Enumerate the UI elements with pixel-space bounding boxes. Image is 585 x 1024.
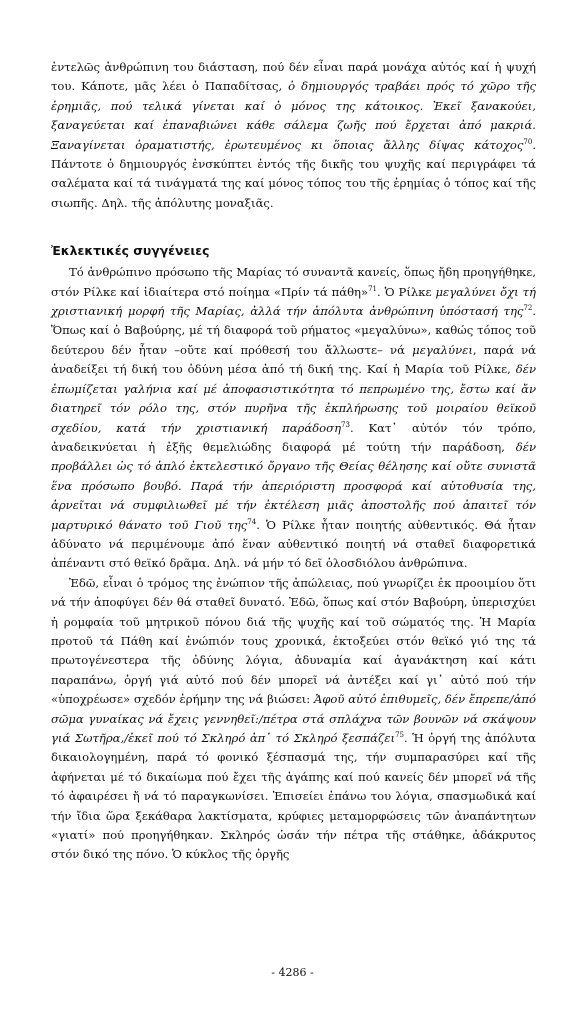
text-run: . Ὁ Ρίλκε [377,284,436,299]
body-text-section [51,263,536,865]
text-run: , παρά νά ἀναδείξει τή δική του ὀδύνη μέσα ἀπό τή δική της. Καί ἡ Μαρία τοῦ Ρίλκε, [51,342,536,377]
italic-text: μεγαλύνει [412,342,473,357]
italic-text: μεγαλύνει ὄχι τή χριστιανική μορφή τῆς Μαρίας, ἀλλά τήν ἀπόλυτα ἀνθρώπινη ὑπόστασή της [51,284,536,319]
section-heading: Ἐκλεκτικές συγγένειες [51,243,210,259]
text-run: . Ὅπως καί ὁ Βαβούρης, μέ τή διαφορά τοῦ ρήματος «μεγαλύνω», καθώς τόπος τοῦ δεύτερου δέν ἦταν –οὔτε καί πρόθεσή του ἄλλωστε– νά [51,304,536,357]
text-run: Τό ἀνθρώπινο πρόσωπο τῆς Μαρίας τό συναντᾶ κανείς, ὅπως ἤδη προηγήθηκε, στόν Ρίλκε καί ἰδιαίτερα στό ποίημα «Πρίν τά πάθη» [51,265,536,299]
text-run: . Ἡ ὀργή της ἀπόλυτα δικαιολογημένη, παρά τό φονικό ξέσπασμά της, τήν συμπαρασύρει καί τῆς ἀφήνεται μέ τό δικαίωμα πού ἔχει τῆς ἀγάπης καί πού κανείς δέν μπορεῖ νά τῆς τό ἀφαιρέσει ἤ νά τό παραγκωνίσει. Ἐπισείει ἐπάνω του λόγια, σπασμωδικά καί τήν ἴδια ὥρα ξεκάθαρα λακτίσματα, κρύφιες μεταμορφώσεις τῶν ἀναπάντητων «γιατί» πού προηγήθηκαν. Σκληρός ὡσάν τήν πέτρα τῆς στάθηκε, ἀδάκρυτος στόν δικό της πόνο. Ὁ κύκλος τῆς ὀργῆς [51,731,537,862]
footnote-ref: 74 [247,517,257,526]
text-run: . Πάντοτε ὁ δημιουργός ἐνσκύπτει ἐντός τῆς δικῆς του ψυχῆς καί περιγράφει τά σαλέματα καί τά τινάγματά της καί μόνος τόπος του τῆς ἐρημίας ὁ τόπος καί τῆς σιωπῆς. Δηλ. τῆς ἀπόλυτης μοναξιᾶς. [51,137,536,210]
footnote-ref: 70 [523,137,533,146]
italic-text: δέν ἐπωμίζεται γαλήνια καί μέ ἀποφασιστικότητα τό πεπρωμένο της, ἔστω καί ἄν διατηρεῖ τόν ρόλο της, στόν πυρῆνα τῆς ἐκπλήρωσης τοῦ μοιραίου θεϊκοῦ σχεδίου, κατά τήν χριστιανική παράδοση [51,362,536,435]
body-text-intro [51,58,536,213]
paragraph [51,58,536,213]
text-run: Ἐδῶ, εἶναι ὁ τρόμος της ἐνώπιον τῆς ἀπώλειας, πού γνωρίζει ἐκ προοιμίου ὅτι νά τήν ἀποφύγει δέν θά σταθεῖ δυνατό. Ἐδῶ, ὅπως καί στόν Βαβούρη, ὑπερισχύει ἡ ρομφαία τοῦ μητρικοῦ πόνου διά τῆς ψυχῆς καί τοῦ σώματός της. Ἡ Μαρία προτοῦ τά Πάθη καί ἐνώπιόν τους χρονικά, ἐκτοξεύει στόν θεϊκό γιό της τά πρωτογένεστερα τῆς ὀδύνης λόγια, ἀδυναμία καί ἀγανάκτηση καί κάτι παραπάνω, ὀργή γιά αὐτό πού δέν μπορεῖ νά ἀντέξει καί γι᾿ αὐτό πού τήν «ὑποχρέωσε» σχεδόν ἐρήμην της νά βιώσει: [51,575,536,707]
paragraph [51,263,536,574]
text-run: . Κατ᾿ αὐτόν τόν τρόπο, ἀναδεικνύεται ἡ ἐξῆς θεμελιώδης διαφορά μέ τούτη τήν παράδοση, [51,420,536,454]
italic-text: δέν προβάλλει ὡς τό ἁπλό ἐκτελεστικό ὄργανο τῆς Θείας θέλησης καί οὔτε συνιστᾶ ἕνα πρόσωπο βουβό. Παρά τήν ἀπεριόριστη προσφορά καί αὐτοθυσία της, ἀρνεῖται νά συμφιλιωθεῖ μέ τήν ἐκτέλεση μιᾶς ἀποστολῆς πού ἀπαιτεῖ τόν μαρτυρικό θάνατο τοῦ Γιοῦ της [51,439,536,532]
footnote-ref: 72 [523,304,533,313]
footnote-ref: 71 [368,284,378,293]
text-run: . Ὁ Ρίλκε ἦταν ποιητής αὐθεντικός. Θά ἦταν ἀδύνατο νά περιμένουμε ἀπό ἕναν αὐθεντικό ποιητή νά σταθεῖ διαφορετικά ἀπέναντι στό θεϊκό δρᾶμα. Δηλ. νά μήν τό δεῖ ὁλοσδιόλου ἀνθρώπινα. [51,517,536,571]
footnote-ref: 75 [395,731,404,740]
footnote-ref: 73 [341,420,350,429]
text-run: ἐντελῶς ἀνθρώπινη του διάσταση, πού δέν εἶναι παρά μονάχα αὐτός καί ἡ ψυχή του. Κάποτε, μᾶς λέει ὁ Παπαδίτσας, [51,60,536,94]
page-number: - 4286 - [271,966,314,979]
paragraph [51,574,536,865]
italic-text: Ἀφοῦ αὐτό ἐπιθυμεῖς, δέν ἔπρεπε/ἀπό σῶμα γυναίκας νά ἔχεις γεννηθεῖ:/πέτρα στά σπλάχνα τῶν βουνῶν νά σκάψουν γιά Σωτῆρα,/ἐκεῖ πού τό Σκληρό ἀπ᾿ τό Σκληρό ξεσπάζει [51,692,536,745]
italic-text: ὁ δημιουργός τραβάει πρός τό χῶρο τῆς ἐρημιᾶς, πού τελικά γίνεται καί ὁ μόνος της κάτοικος. Ἐκεῖ ξανακούει, ξαναγεύεται καί ἐπαναβιώνει κάθε σάλεμα ζωῆς πού ἔρχεται ἀπό μακριά. Ξαναγίνεται ὁραματιστής, ἐρωτευμένος κι ὅποιας ἄλλης δίψας κάτοχος [51,79,536,152]
